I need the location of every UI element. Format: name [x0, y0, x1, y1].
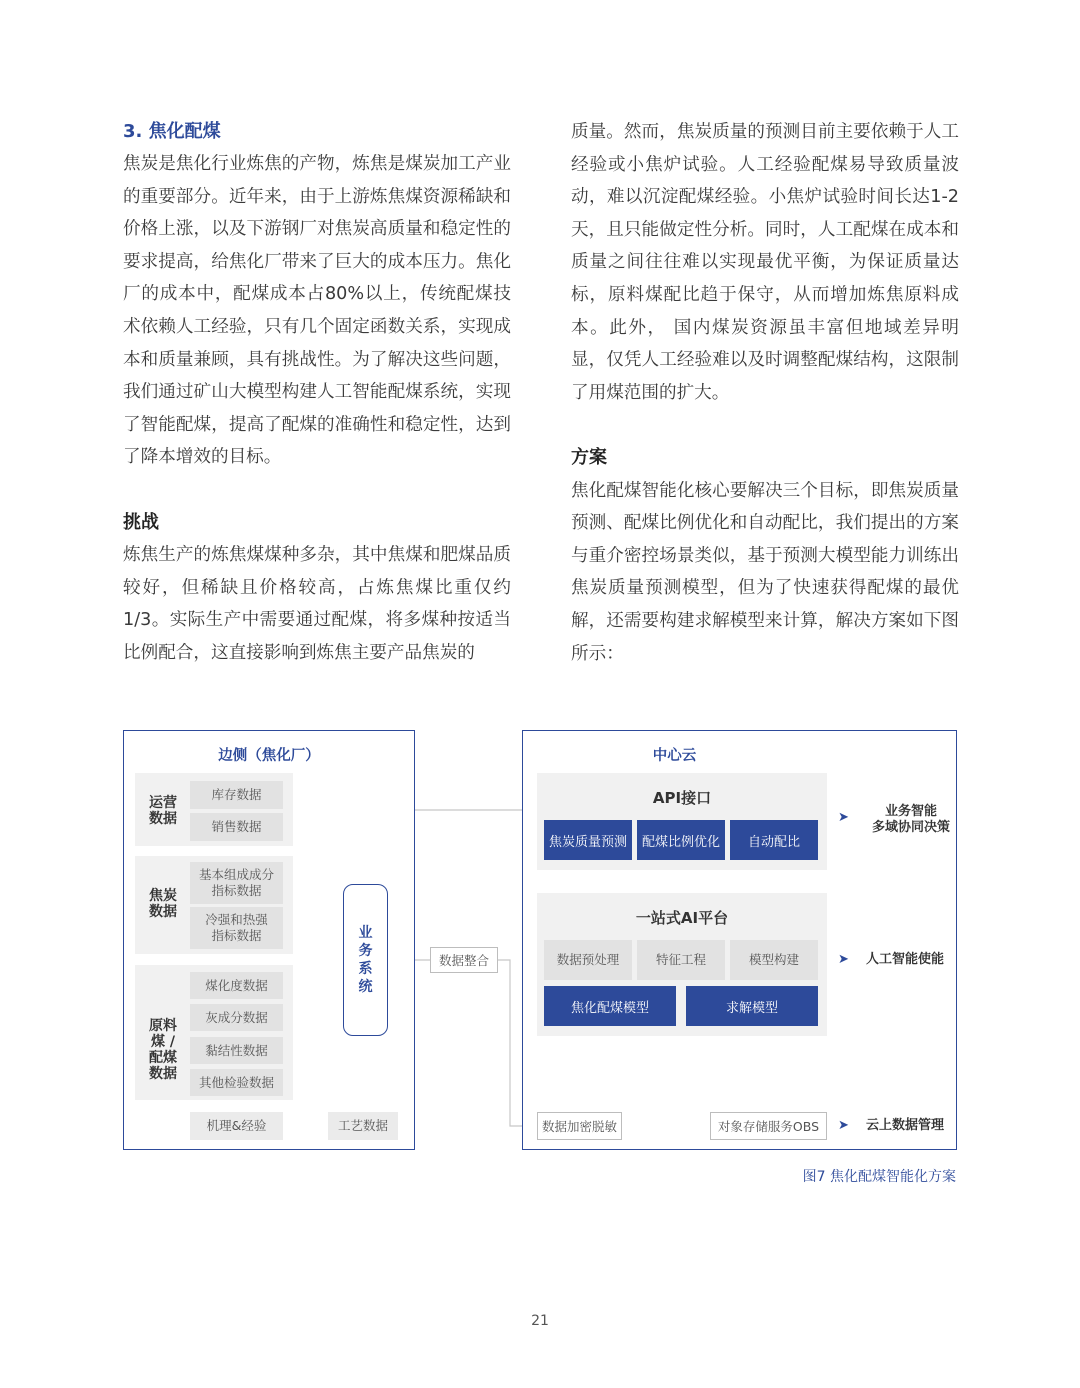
figure-caption: 图7 焦化配煤智能化方案 [802, 1169, 956, 1185]
right-column [571, 116, 959, 670]
api-title: API接口 [652, 789, 712, 807]
raw-coal-item: 黏结性数据 [190, 1037, 283, 1064]
continuation-paragraph: 质量。然而，焦炭质量的预测目前主要依赖于人工经验或小焦炉试验。人工经验配煤易导致质量波动，难以沉淀配煤经验。小焦炉试验时间长达1-2天，且只能做定性分析。同时，人工配煤在成本和质量之间往往难以实现最优平衡，为保证质量达标，原料煤配比趋于保守，从而增加炼焦原料成本。此外， 国内煤炭资源虽丰富但地域差异明显，仅凭人工经验难以及时调整配煤结构，这限制了用煤范围的扩大。 [571, 122, 959, 403]
raw-coal-item: 煤化度数据 [190, 972, 283, 999]
left-column [123, 116, 511, 670]
arrow-right-icon: ➤ [838, 810, 849, 825]
business-system-label: 业 务 系 统 [358, 925, 373, 995]
object-storage-obs: 对象存储服务OBS [710, 1112, 827, 1140]
api-item: 配煤比例优化 [637, 820, 725, 860]
platform-model: 焦化配煤模型 [544, 986, 676, 1026]
arrow-right-icon: ➤ [838, 1118, 849, 1133]
solution-title: 方案 [571, 446, 607, 468]
solution-paragraph: 焦化配煤智能化核心要解决三个目标，即焦炭质量预测、配煤比例优化和自动配比，我们提出的方案与重介密控场景类似，基于预测大模型能力训练出焦炭质量预测模型，但为了快速获得配煤的最优解，还需要构建求解模型来计算，解决方案如下图所示： [571, 480, 959, 664]
ops-group-label: 运营 数据 [149, 795, 177, 827]
platform-step: 数据预处理 [544, 940, 632, 980]
ops-item: 销售数据 [190, 813, 283, 841]
right-label-cloud-data: 云上数据管理 [866, 1118, 945, 1133]
ai-platform-title: 一站式AI平台 [635, 909, 729, 927]
coke-item: 冷强和热强 指标数据 [190, 907, 283, 949]
platform-step: 模型构建 [730, 940, 818, 980]
edge-title: 边侧（焦化厂） [218, 748, 320, 764]
process-data: 工艺数据 [328, 1112, 398, 1140]
mechanism-experience: 机理&经验 [190, 1112, 283, 1140]
cloud-title: 中心云 [652, 748, 697, 764]
ops-item: 库存数据 [190, 781, 283, 809]
challenge-title: 挑战 [123, 511, 159, 533]
data-encryption: 数据加密脱敏 [537, 1112, 622, 1140]
page-number: 21 [531, 1313, 549, 1329]
api-item: 焦炭质量预测 [544, 820, 632, 860]
data-integration: 数据整合 [430, 947, 498, 973]
raw-coal-item: 其他检验数据 [190, 1069, 283, 1096]
right-label-business: 业务智能 多域协同决策 [871, 804, 950, 835]
section-title: 3. 焦化配煤 [123, 121, 221, 142]
coke-group-label: 焦炭 数据 [149, 888, 177, 920]
raw-coal-item: 灰成分数据 [190, 1004, 283, 1031]
intro-paragraph: 焦炭是焦化行业炼焦的产物，炼焦是煤炭加工产业的重要部分。近年来，由于上游炼焦煤资源稀缺和价格上涨，以及下游钢厂对焦炭高质量和稳定性的要求提高，给焦化厂带来了巨大的成本压力。焦化厂的成本中，配煤成本占80%以上，传统配煤技术依赖人工经验，只有几个固定函数关系，实现成本和质量兼顾，具有挑战性。为了解决这些问题，我们通过矿山大模型构建人工智能配煤系统，实现了智能配煤，提高了配煤的准确性和稳定性，达到了降本增效的目标。 [123, 154, 511, 468]
api-item: 自动配比 [730, 820, 818, 860]
challenge-paragraph: 炼焦生产的炼焦煤煤种多杂，其中焦煤和肥煤品质较好，但稀缺且价格较高，占炼焦煤比重仅约1/3。实际生产中需要通过配煤，将多煤种按适当比例配合，这直接影响到炼焦主要产品焦炭的 [123, 545, 511, 663]
platform-step: 特征工程 [637, 940, 725, 980]
raw-coal-group-label: 原料 煤 / 配煤 数据 [149, 1018, 177, 1082]
coke-item: 基本组成成分 指标数据 [190, 862, 283, 904]
right-label-ai: 人工智能使能 [866, 952, 945, 967]
arrow-right-icon: ➤ [838, 952, 849, 967]
platform-model: 求解模型 [686, 986, 818, 1026]
